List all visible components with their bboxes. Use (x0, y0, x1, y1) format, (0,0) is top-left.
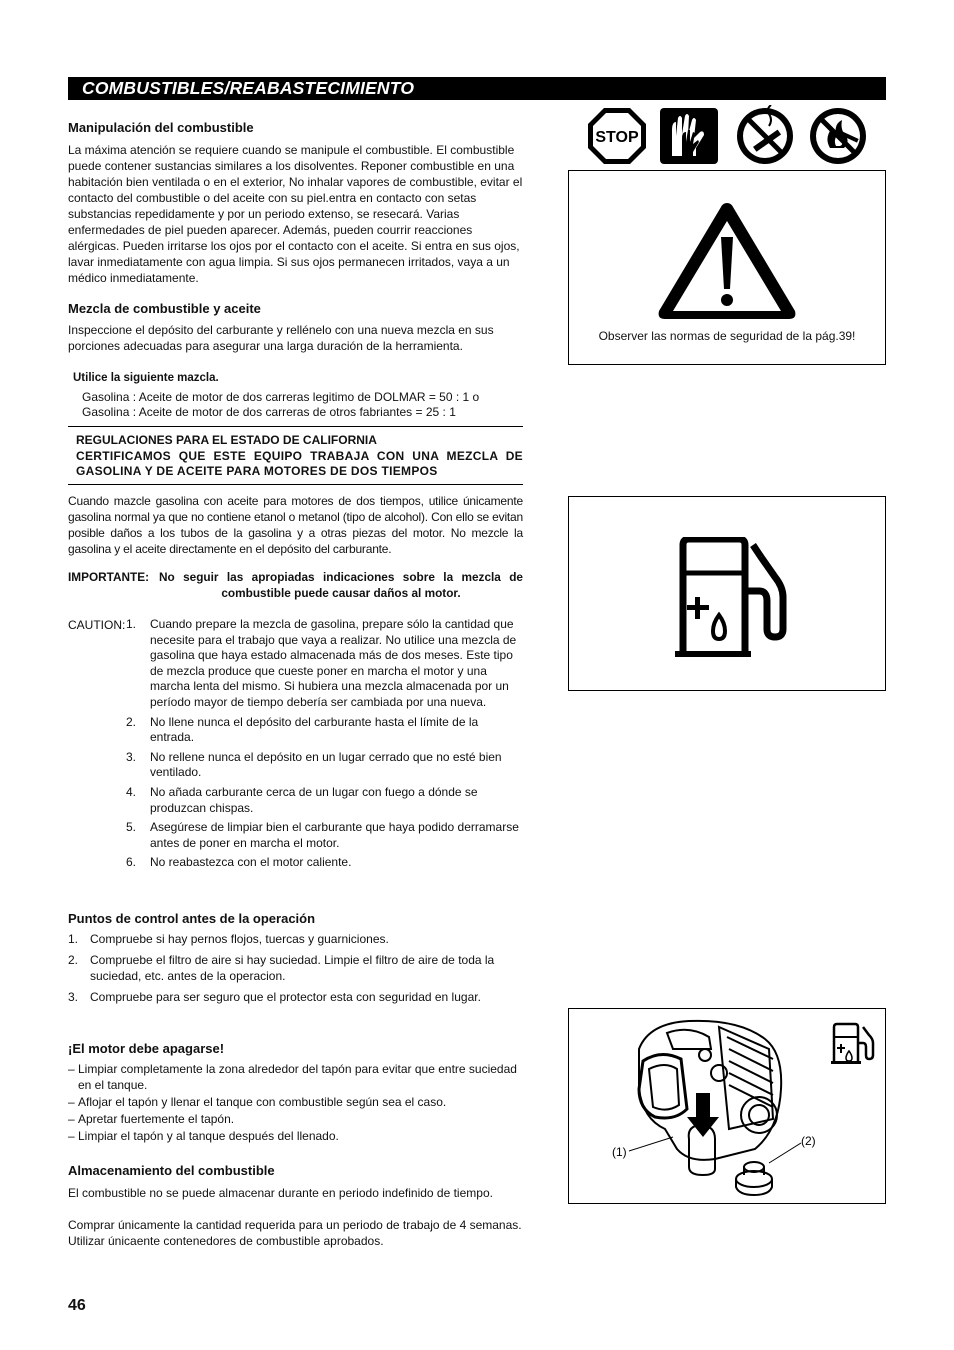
small-fuel-pump-icon (831, 1024, 873, 1064)
importante-label: IMPORTANTE: (68, 570, 150, 584)
almacenamiento-heading: Almacenamiento del combustible (68, 1163, 275, 1178)
puntos-heading: Puntos de control antes de la operación (68, 911, 316, 926)
engine-refuel-illustration (569, 1009, 885, 1203)
caution-list (68, 617, 523, 875)
california-line-2: CERTIFICAMOS QUE ESTE EQUIPO TRABAJA CON UNA MEZCLA DE GASOLINA Y DE ACEITE PARA MOTORES DE DOS TIEMPOS (76, 448, 523, 478)
divider-bottom (68, 484, 523, 485)
caution-item: 1. Cuando prepare la mezcla de gasolina, prepare sólo la cantidad que necesite para el trabajo que vaya a realizar. No utilice una mezcla de gasolina que haya estado almacenada más de dos meses. Este tipo de mezcla produce que cueste poner en marcha el motor y una marcha lenta del mismo. Si hubiera una mezcla almacenada por un período mayor de tiempo debería ser cambiada por una nueva. (126, 617, 517, 709)
fuel-pump-box (568, 496, 886, 691)
california-line-1: REGULACIONES PARA EL ESTADO DE CALIFORNIA (76, 433, 377, 447)
warning-box (568, 170, 886, 365)
no-open-flame-icon (810, 108, 866, 164)
page-number: 46 (68, 1297, 86, 1314)
caution-item: 5. Asegúrese de limpiar bien el carburante que haya podido derramarse antes de poner en marcha el motor. (126, 820, 519, 850)
page-title: COMBUSTIBLES/REABASTECIMIENTO (82, 78, 415, 98)
divider-top (68, 426, 523, 427)
motor-list (68, 1061, 523, 1145)
mezcla-ratio-1: Gasolina : Aceite de motor de dos carreras legitimo de DOLMAR = 50 : 1 o (82, 390, 480, 404)
warning-caption: Observer las normas de seguridad de la pág.39! (598, 329, 856, 343)
puntos-item: 3. Compruebe para ser seguro que el protector esta con seguridad en lugar. (68, 990, 481, 1004)
stop-label: STOP (595, 129, 639, 146)
stop-sign-icon (588, 108, 646, 164)
importante-text: No seguir las apropiadas indicaciones sobre la mezcla de combustible puede causar daños al motor. (159, 570, 523, 600)
mezcla-heading: Mezcla de combustible y aceite (68, 301, 261, 316)
caution-item: 3. No rellene nunca el depósito en un lugar cerrado que no esté bien ventilado. (126, 749, 502, 780)
title-bar (68, 77, 886, 100)
puntos-item: 1. Compruebe si hay pernos flojos, tuercas y guarniciones. (68, 932, 389, 946)
puntos-list (68, 931, 523, 1010)
motor-heading: ¡El motor debe apagarse! (68, 1041, 225, 1056)
mezcla-body: Inspeccione el depósito del carburante y rellénelo con una nueva mezcla en sus porciones adecuadas para asegurar una larga duración de la herramienta. (68, 323, 494, 353)
almacenamiento-body-2: Comprar únicamente la cantidad requerida para un periodo de trabajo de 4 semanas. Utilizar únicaente contenedores de combustible aprobados. (68, 1218, 522, 1248)
manipulacion-heading: Manipulación del combustible (68, 120, 254, 135)
mezcla-use-label: Utilice la siguiente mazcla. (73, 372, 219, 384)
motor-item: – Limpiar el tapón y al tanque después del llenado. (68, 1128, 523, 1144)
gloves-icon (660, 108, 718, 164)
importante-block (68, 570, 523, 601)
puntos-item: 2. Compruebe el filtro de aire si hay suciedad. Limpie el filtro de aire de toda la suciedad, etc. antes de la operacion. (68, 953, 495, 983)
caution-label: CAUTION: (68, 618, 126, 632)
warning-triangle-icon (655, 199, 799, 323)
caution-item: 2. No llene nunca el depósito del carburante hasta el límite de la entrada. (126, 714, 479, 745)
motor-item: – Apretar fuertemente el tapón. (68, 1111, 523, 1127)
motor-item: – Aflojar el tapón y llenar el tanque con combustible según sea el caso. (68, 1094, 523, 1110)
caution-item: 6. No reabastezca con el motor caliente. (126, 855, 352, 870)
safety-icons-row (586, 105, 870, 167)
mezcla-ratio-2: Gasolina : Aceite de motor de dos carreras de otros fabriantes = 25 : 1 (82, 405, 456, 419)
motor-item: – Limpiar completamente la zona alrededor del tapón para evitar que entre suciedad en el tanque. (68, 1061, 523, 1093)
label-one: (1) (612, 1145, 627, 1159)
california-block (76, 433, 523, 480)
no-smoking-icon (737, 105, 793, 164)
fuel-pump-icon (675, 537, 793, 661)
cuando-body: Cuando mazcle gasolina con aceite para motores de dos tiempos, utilice únicamente gasolina normal ya que no contiene etanol o metanol (tipo de alcohol). Con ello se evitan posible daños a los tubos de la gasolina y a otras piezas del motor. No mezcle la gasolina y el aceite directamente en el depósito del carburante. (68, 494, 523, 556)
engine-refuel-box (568, 1008, 886, 1204)
almacenamiento-body-1: El combustible no se puede almacenar durante en periodo indefinido de tiempo. (68, 1186, 493, 1200)
manipulacion-body: La máxima atención se requiere cuando se manipule el combustible. El combustible puede contener sustancias similares a los disolventes. Reponer combustible en una habitación bien ventilada o en el exterior, No inhalar vapores de combustible, evitar el contacto del combustible o del aceite con su piel.entra en contacto con setas substancias repedidamente y por un periodo extenso, se resecará. Varias enfermedades de piel pueden aparecer. Además, pueden courrir reacciones alérgicas. Pueden irritarse los ojos por el contacto con el aceite. Si entra en sus ojos, lavar inmediatamente con agua limpia. Si sus ojos permanecen irritados, vaya a un médico inmediatamente. (68, 143, 523, 285)
label-two: (2) (801, 1134, 816, 1148)
caution-item: 4. No añada carburante cerca de un lugar con fuego a dónde se produzcan chispas. (126, 784, 478, 815)
